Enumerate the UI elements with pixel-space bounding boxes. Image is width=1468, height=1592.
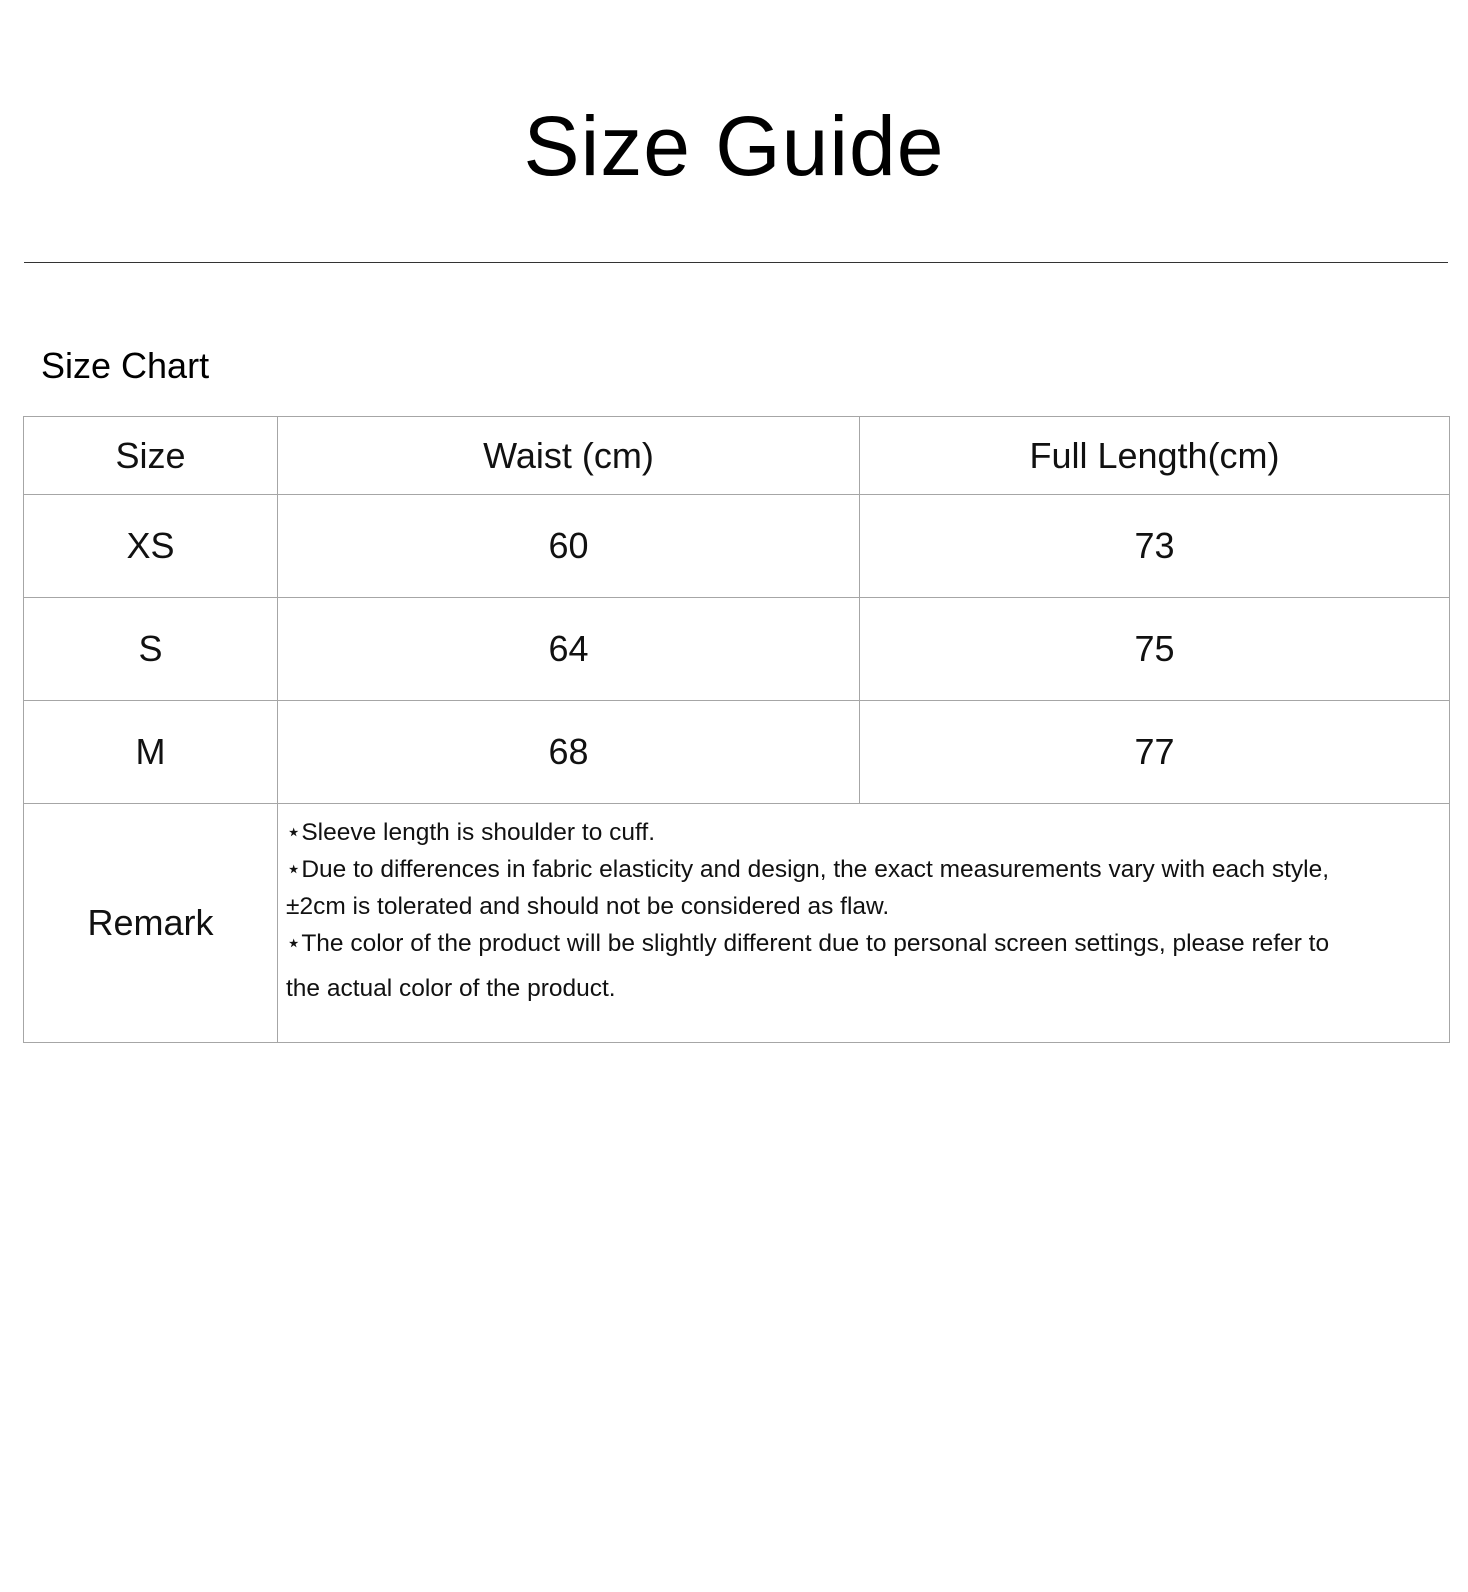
cell-size: M bbox=[24, 701, 278, 804]
size-chart-table bbox=[23, 416, 1450, 1043]
cell-waist: 68 bbox=[278, 701, 860, 804]
remark-line: ⋆The color of the product will be slightly different due to personal screen settings, please refer to bbox=[286, 930, 1330, 957]
cell-full-length: 77 bbox=[860, 701, 1450, 804]
section-title: Size Chart bbox=[41, 345, 210, 386]
cell-full-length: 73 bbox=[860, 495, 1450, 598]
remark-line: ⋆Sleeve length is shoulder to cuff. bbox=[286, 819, 655, 846]
table-row bbox=[24, 495, 1450, 598]
cell-size: XS bbox=[24, 495, 278, 598]
remark-line: the actual color of the product. bbox=[286, 975, 616, 1002]
table-row bbox=[24, 598, 1450, 701]
cell-full-length: 75 bbox=[860, 598, 1450, 701]
cell-size: S bbox=[24, 598, 278, 701]
table-header-row bbox=[24, 417, 1450, 495]
page-title: Size Guide bbox=[523, 99, 945, 193]
cell-waist: 64 bbox=[278, 598, 860, 701]
table-row bbox=[24, 701, 1450, 804]
header-full-length: Full Length(cm) bbox=[860, 417, 1450, 495]
remark-line: ⋆Due to differences in fabric elasticity and design, the exact measurements vary with each style, bbox=[286, 856, 1330, 883]
cell-waist: 60 bbox=[278, 495, 860, 598]
title-divider bbox=[24, 262, 1448, 263]
header-size: Size bbox=[24, 417, 278, 495]
remark-row bbox=[24, 804, 1450, 1043]
header-waist: Waist (cm) bbox=[278, 417, 860, 495]
remark-line: ±2cm is tolerated and should not be considered as flaw. bbox=[286, 893, 890, 920]
remark-label: Remark bbox=[24, 804, 278, 1043]
remark-text bbox=[278, 804, 1450, 1043]
